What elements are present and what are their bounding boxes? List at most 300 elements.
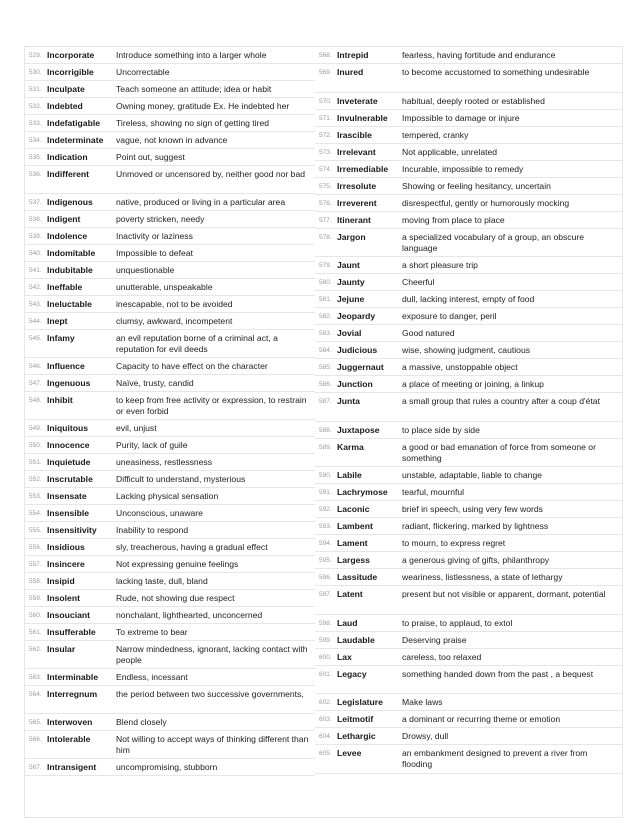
vocab-entry — [315, 518, 622, 535]
vocab-entry — [25, 556, 315, 573]
entry-number: 575. — [319, 182, 332, 190]
vocab-entry — [25, 590, 315, 607]
entry-definition: a good or bad emanation of force from someone or something — [402, 441, 596, 463]
entry-number: 549. — [29, 425, 42, 432]
entry-number: 543. — [29, 301, 42, 308]
entry-definition: fearless, having fortitude and endurance — [402, 50, 556, 60]
entry-number: 555. — [29, 527, 42, 534]
entry-number: 601. — [319, 670, 332, 678]
vocab-entry — [25, 437, 315, 454]
entry-number: 567. — [29, 764, 42, 771]
vocab-entry — [315, 127, 622, 144]
entry-definition: Inability to respond — [116, 525, 189, 535]
entry-number: 588. — [319, 426, 332, 434]
entry-definition: Not expressing genuine feelings — [116, 559, 239, 569]
entry-definition: Good natured — [402, 328, 455, 338]
vocab-entry — [315, 195, 622, 212]
vocab-entry — [25, 296, 315, 313]
entry-word: Inquietude — [47, 457, 91, 467]
entry-number: 548. — [29, 397, 42, 404]
entry-number: 605. — [319, 750, 332, 757]
entry-definition: Not willing to accept ways of thinking different than him — [116, 734, 309, 755]
entry-word: Lament — [337, 538, 368, 548]
entry-word: Invulnerable — [337, 112, 388, 123]
entry-definition: Blend closely — [116, 717, 167, 727]
entry-number: 545. — [29, 335, 42, 342]
entry-definition: Difficult to understand, mysterious — [116, 474, 246, 484]
entry-number: 550. — [29, 442, 42, 449]
entry-definition: Lacking physical sensation — [116, 491, 219, 501]
entry-word: Irresolute — [337, 180, 377, 191]
entry-number: 537. — [29, 199, 42, 206]
entry-definition: Teach someone an attitude; idea or habit — [116, 84, 272, 94]
entry-definition: Inactivity or laziness — [116, 231, 193, 241]
entry-word: Laud — [337, 617, 358, 628]
vocab-entry — [25, 607, 315, 624]
entry-definition: native, produced or living in a particular area — [116, 197, 286, 207]
entry-definition: Showing or feeling hesitancy, uncertain — [402, 180, 551, 191]
vocab-entry — [315, 110, 622, 127]
entry-word: Insensitivity — [47, 525, 97, 535]
entry-number: 553. — [29, 493, 42, 500]
entry-word: Jovial — [337, 328, 362, 338]
entry-word: Labile — [337, 470, 362, 480]
entry-number: 533. — [29, 120, 42, 127]
entry-word: Lethargic — [337, 731, 376, 741]
entry-definition: an embankment designed to prevent a river from flooding — [402, 748, 588, 769]
vocab-entry — [315, 711, 622, 728]
entry-number: 594. — [319, 540, 332, 547]
vocab-entry — [315, 422, 622, 439]
entry-definition: unstable, adaptable, liable to change — [402, 470, 542, 480]
entry-definition: Rude, not showing due respect — [116, 593, 235, 603]
vocab-entry — [315, 291, 622, 308]
entry-word: Juxtapose — [337, 424, 380, 435]
entry-definition: Incurable, impossible to remedy — [402, 163, 524, 174]
vocab-entry — [315, 257, 622, 274]
vocab-entry — [315, 342, 622, 359]
entry-definition: Cheerful — [402, 277, 435, 287]
entry-definition: to place side by side — [402, 424, 480, 435]
entry-word: Insipid — [47, 576, 75, 586]
entry-word: Insensible — [47, 508, 90, 518]
entry-word: Jaunt — [337, 260, 360, 270]
vocab-entry — [25, 313, 315, 330]
entry-definition: Drowsy, dull — [402, 731, 449, 741]
entry-number: 563. — [29, 674, 42, 681]
entry-word: Legislature — [337, 697, 383, 707]
vocab-entry — [25, 262, 315, 279]
vocab-entry — [315, 615, 622, 632]
entry-number: 572. — [319, 131, 332, 139]
vocab-entry — [315, 376, 622, 393]
entry-number: 554. — [29, 510, 42, 517]
entry-word: Interminable — [47, 672, 99, 682]
entry-word: Indeterminate — [47, 135, 104, 145]
entry-number: 541. — [29, 267, 42, 274]
entry-definition: to keep from free activity or expression, to restrain or even forbid — [116, 395, 307, 416]
entry-number: 582. — [319, 313, 332, 320]
entry-word: Indifferent — [47, 169, 90, 179]
entry-number: 600. — [319, 653, 332, 661]
entry-definition: evil, unjust — [116, 423, 157, 433]
entry-number: 540. — [29, 250, 42, 257]
entry-number: 557. — [29, 561, 42, 568]
entry-definition: Tireless, showing no sign of getting tired — [116, 118, 270, 128]
vocab-entry — [25, 454, 315, 471]
entry-definition: tempered, cranky — [402, 129, 469, 140]
entry-word: Jargon — [337, 231, 366, 242]
entry-number: 577. — [319, 216, 332, 224]
entry-definition: uneasiness, restlessness — [116, 457, 213, 467]
vocab-entry — [25, 115, 315, 132]
entry-word: Indolence — [47, 231, 88, 241]
entry-definition: wise, showing judgment, cautious — [402, 345, 531, 355]
entry-word: Insouciant — [47, 610, 90, 620]
entry-number: 580. — [319, 279, 332, 286]
entry-number: 597. — [319, 591, 332, 598]
vocab-entry — [315, 552, 622, 569]
entry-word: Irreverent — [337, 197, 377, 208]
entry-word: Jaunty — [337, 277, 365, 287]
entry-word: Ineluctable — [47, 299, 92, 309]
entry-word: Irascible — [337, 129, 372, 140]
vocab-entry — [25, 641, 315, 669]
vocab-entry — [315, 501, 622, 518]
entry-number: 561. — [29, 629, 42, 636]
entry-word: Indigent — [47, 214, 81, 224]
entry-word: Inveterate — [337, 95, 378, 106]
entry-definition: unquestionable — [116, 265, 175, 275]
entry-number: 592. — [319, 506, 332, 513]
entry-definition: Unconscious, unaware — [116, 508, 203, 518]
vocab-entry — [25, 731, 315, 759]
entry-word: Inured — [337, 67, 364, 77]
entry-number: 589. — [319, 443, 332, 451]
entry-word: Ineffable — [47, 282, 83, 292]
entry-definition: nonchalant, lighthearted, unconcerned — [116, 610, 263, 620]
vocab-entry — [315, 178, 622, 195]
vocab-entry — [315, 632, 622, 649]
entry-number: 579. — [319, 262, 332, 269]
entry-word: Influence — [47, 361, 85, 371]
entry-word: Interwoven — [47, 717, 93, 727]
vocab-entry — [25, 166, 315, 194]
entry-definition: poverty stricken, needy — [116, 214, 205, 224]
entry-number: 599. — [319, 636, 332, 644]
entry-definition: an evil reputation borne of a criminal act, a reputation for evil deeds — [116, 333, 278, 354]
entry-definition: a specialized vocabulary of a group, an obscure language — [402, 231, 585, 253]
entry-word: Indigenous — [47, 197, 93, 207]
entry-number: 542. — [29, 284, 42, 291]
entry-number: 532. — [29, 103, 42, 110]
entry-word: Laconic — [337, 504, 370, 514]
entry-definition: dull, lacking interest, empty of food — [402, 294, 535, 304]
vocab-entry — [25, 81, 315, 98]
right-column — [315, 47, 622, 774]
entry-definition: Not applicable, unrelated — [402, 146, 498, 157]
entry-word: Jejune — [337, 294, 365, 304]
entry-word: Largess — [337, 555, 370, 565]
vocab-entry — [25, 245, 315, 262]
entry-definition: Purity, lack of guile — [116, 440, 188, 450]
entry-number: 586. — [319, 381, 332, 388]
entry-definition: clumsy, awkward, incompetent — [116, 316, 233, 326]
entry-number: 536. — [29, 171, 42, 178]
entry-word: Insidious — [47, 542, 85, 552]
entry-word: Juggernaut — [337, 362, 384, 372]
entry-definition: habitual, deeply rooted or established — [402, 95, 545, 106]
left-column — [25, 47, 315, 776]
vocab-entry — [25, 211, 315, 228]
entry-definition: careless, too relaxed — [402, 651, 482, 662]
entry-definition: Unmoved or uncensored by, neither good nor bad — [116, 169, 306, 179]
vocab-entry — [315, 359, 622, 376]
entry-number: 556. — [29, 544, 42, 551]
entry-definition: present but not visible or apparent, dormant, potential — [402, 589, 606, 599]
entry-word: Insufferable — [47, 627, 96, 637]
vocab-entry — [315, 274, 622, 291]
entry-word: Infamy — [47, 333, 75, 343]
entry-definition: a generous giving of gifts, philanthropy — [402, 555, 550, 565]
entry-number: 559. — [29, 595, 42, 602]
vocab-entry — [25, 505, 315, 522]
entry-definition: Deserving praise — [402, 634, 467, 645]
entry-word: Judicious — [337, 345, 378, 355]
entry-word: Inculpate — [47, 84, 85, 94]
entry-word: Karma — [337, 441, 364, 452]
entry-definition: sly, treacherous, having a gradual effect — [116, 542, 268, 552]
entry-number: 534. — [29, 137, 42, 144]
entry-definition: a small group that rules a country after a coup d'état — [402, 396, 600, 406]
entry-number: 578. — [319, 233, 332, 241]
vocab-entry — [315, 666, 622, 695]
entry-number: 538. — [29, 216, 42, 223]
entry-word: Intrepid — [337, 50, 369, 60]
vocab-entry — [315, 439, 622, 468]
entry-number: 581. — [319, 296, 332, 303]
entry-word: Irremediable — [337, 163, 389, 174]
entry-definition: Endless, incessant — [116, 672, 188, 682]
entry-definition: weariness, listlessness, a state of lethargy — [402, 572, 563, 582]
entry-number: 562. — [29, 646, 42, 653]
vocab-entry — [315, 93, 622, 110]
entry-number: 570. — [319, 97, 332, 105]
entry-definition: Naïve, trusty, candid — [116, 378, 194, 388]
entry-number: 539. — [29, 233, 42, 240]
entry-number: 573. — [319, 148, 332, 156]
entry-number: 583. — [319, 330, 332, 337]
vocab-entry — [315, 308, 622, 325]
vocab-entry — [25, 228, 315, 245]
entry-definition: to praise, to applaud, to extol — [402, 617, 513, 628]
vocab-entry — [315, 586, 622, 615]
entry-word: Incorporate — [47, 50, 95, 60]
entry-definition: Make laws — [402, 697, 443, 707]
entry-definition: moving from place to place — [402, 214, 505, 225]
entry-word: Junta — [337, 396, 360, 406]
vocab-entry — [25, 375, 315, 392]
entry-number: 604. — [319, 733, 332, 740]
entry-number: 560. — [29, 612, 42, 619]
entry-number: 585. — [319, 364, 332, 371]
entry-word: Inhibit — [47, 395, 73, 405]
entry-definition: something handed down from the past , a bequest — [402, 668, 594, 679]
vocab-entry — [315, 47, 622, 64]
entry-number: 584. — [319, 347, 332, 354]
entry-number: 598. — [319, 619, 332, 627]
entry-word: Indebted — [47, 101, 83, 111]
entry-word: Inscrutable — [47, 474, 93, 484]
entry-definition: Narrow mindedness, ignorant, lacking contact with people — [116, 644, 308, 665]
entry-definition: tearful, mournful — [402, 487, 465, 497]
vocab-entry — [25, 669, 315, 686]
entry-definition: unutterable, unspeakable — [116, 282, 213, 292]
entry-number: 551. — [29, 459, 42, 466]
entry-word: Leitmotif — [337, 714, 374, 724]
entry-word: Lambent — [337, 521, 373, 531]
vocab-entry — [315, 325, 622, 342]
entry-number: 564. — [29, 691, 42, 698]
entry-definition: radiant, flickering, marked by lightness — [402, 521, 549, 531]
vocab-entry — [25, 522, 315, 539]
entry-word: Insincere — [47, 559, 85, 569]
vocab-entry — [25, 64, 315, 81]
entry-word: Lassitude — [337, 572, 378, 582]
entry-definition: Impossible to defeat — [116, 248, 193, 258]
entry-number: 569. — [319, 69, 332, 76]
vocab-entry — [25, 420, 315, 437]
entry-number: 531. — [29, 86, 42, 93]
vocab-entry — [25, 573, 315, 590]
entry-number: 602. — [319, 699, 332, 706]
entry-word: Insular — [47, 644, 76, 654]
vocab-entry — [25, 132, 315, 149]
entry-word: Iniquitous — [47, 423, 89, 433]
entry-word: Intolerable — [47, 734, 91, 744]
entry-word: Indication — [47, 152, 88, 162]
vocab-entry — [25, 149, 315, 166]
vocab-entry — [25, 98, 315, 115]
vocab-entry — [315, 64, 622, 93]
entry-word: Incorrigible — [47, 67, 94, 77]
entry-word: Insolent — [47, 593, 80, 603]
entry-definition: a dominant or recurring theme or emotion — [402, 714, 561, 724]
entry-word: Levee — [337, 748, 362, 758]
entry-word: Itinerant — [337, 214, 371, 225]
entry-word: Indubitable — [47, 265, 93, 275]
vocab-entry — [315, 484, 622, 501]
entry-number: 574. — [319, 165, 332, 173]
entry-number: 529. — [29, 52, 42, 59]
entry-word: Ingenuous — [47, 378, 91, 388]
entry-word: Jeopardy — [337, 311, 376, 321]
entry-word: Inept — [47, 316, 68, 326]
vocabulary-page — [24, 46, 623, 818]
entry-definition: vague, not known in advance — [116, 135, 228, 145]
vocab-entry — [25, 392, 315, 420]
vocab-entry — [25, 279, 315, 296]
vocab-entry — [315, 229, 622, 258]
vocab-entry — [25, 330, 315, 358]
vocab-entry — [25, 759, 315, 776]
vocab-entry — [25, 194, 315, 211]
entry-definition: uncompromising, stubborn — [116, 762, 218, 772]
entry-number: 546. — [29, 363, 42, 370]
entry-word: Lax — [337, 651, 352, 662]
entry-definition: Owning money, gratitude Ex. He indebted her — [116, 101, 290, 111]
entry-number: 565. — [29, 719, 42, 726]
entry-definition: the period between two successive governments, — [116, 689, 304, 699]
vocab-entry — [25, 358, 315, 375]
entry-number: 530. — [29, 69, 42, 76]
entry-number: 566. — [29, 736, 42, 743]
entry-definition: a place of meeting or joining, a linkup — [402, 379, 544, 389]
vocab-entry — [315, 694, 622, 711]
entry-word: Lachrymose — [337, 487, 388, 497]
entry-number: 595. — [319, 557, 332, 564]
vocab-entry — [315, 212, 622, 229]
entry-word: Insensate — [47, 491, 87, 501]
entry-definition: Introduce something into a larger whole — [116, 50, 267, 60]
entry-word: Latent — [337, 589, 363, 599]
entry-number: 596. — [319, 574, 332, 581]
vocab-entry — [315, 649, 622, 666]
entry-number: 558. — [29, 578, 42, 585]
entry-definition: brief in speech, using very few words — [402, 504, 543, 514]
entry-number: 576. — [319, 199, 332, 207]
entry-number: 591. — [319, 489, 332, 496]
entry-number: 587. — [319, 398, 332, 405]
entry-number: 547. — [29, 380, 42, 387]
vocab-entry — [315, 728, 622, 745]
vocab-entry — [315, 745, 622, 774]
entry-definition: lacking taste, dull, bland — [116, 576, 208, 586]
vocab-entry — [315, 535, 622, 552]
entry-word: Irrelevant — [337, 146, 376, 157]
entry-number: 603. — [319, 716, 332, 723]
vocab-entry — [25, 624, 315, 641]
entry-number: 590. — [319, 472, 332, 479]
entry-definition: Impossible to damage or injure — [402, 112, 520, 123]
vocab-entry — [315, 569, 622, 586]
vocab-entry — [315, 161, 622, 178]
vocab-entry — [25, 471, 315, 488]
vocab-entry — [25, 47, 315, 64]
entry-number: 535. — [29, 154, 42, 161]
entry-definition: a massive, unstoppable object — [402, 362, 518, 372]
vocab-entry — [315, 393, 622, 422]
entry-definition: Uncorrectable — [116, 67, 170, 77]
entry-definition: to become accustomed to something undesirable — [402, 67, 590, 77]
entry-definition: inescapable, not to be avoided — [116, 299, 233, 309]
entry-definition: Point out, suggest — [116, 152, 185, 162]
entry-definition: Capacity to have effect on the character — [116, 361, 268, 371]
vocab-entry — [25, 714, 315, 731]
entry-definition: a short pleasure trip — [402, 260, 478, 270]
entry-number: 568. — [319, 52, 332, 59]
vocab-entry — [315, 467, 622, 484]
entry-word: Indomitable — [47, 248, 96, 258]
entry-number: 552. — [29, 476, 42, 483]
entry-word: Innocence — [47, 440, 90, 450]
entry-number: 544. — [29, 318, 42, 325]
vocab-entry — [315, 144, 622, 161]
entry-number: 593. — [319, 523, 332, 530]
entry-word: Intransigent — [47, 762, 97, 772]
vocab-entry — [25, 488, 315, 505]
entry-definition: disrespectful, gently or humorously mocking — [402, 197, 570, 208]
